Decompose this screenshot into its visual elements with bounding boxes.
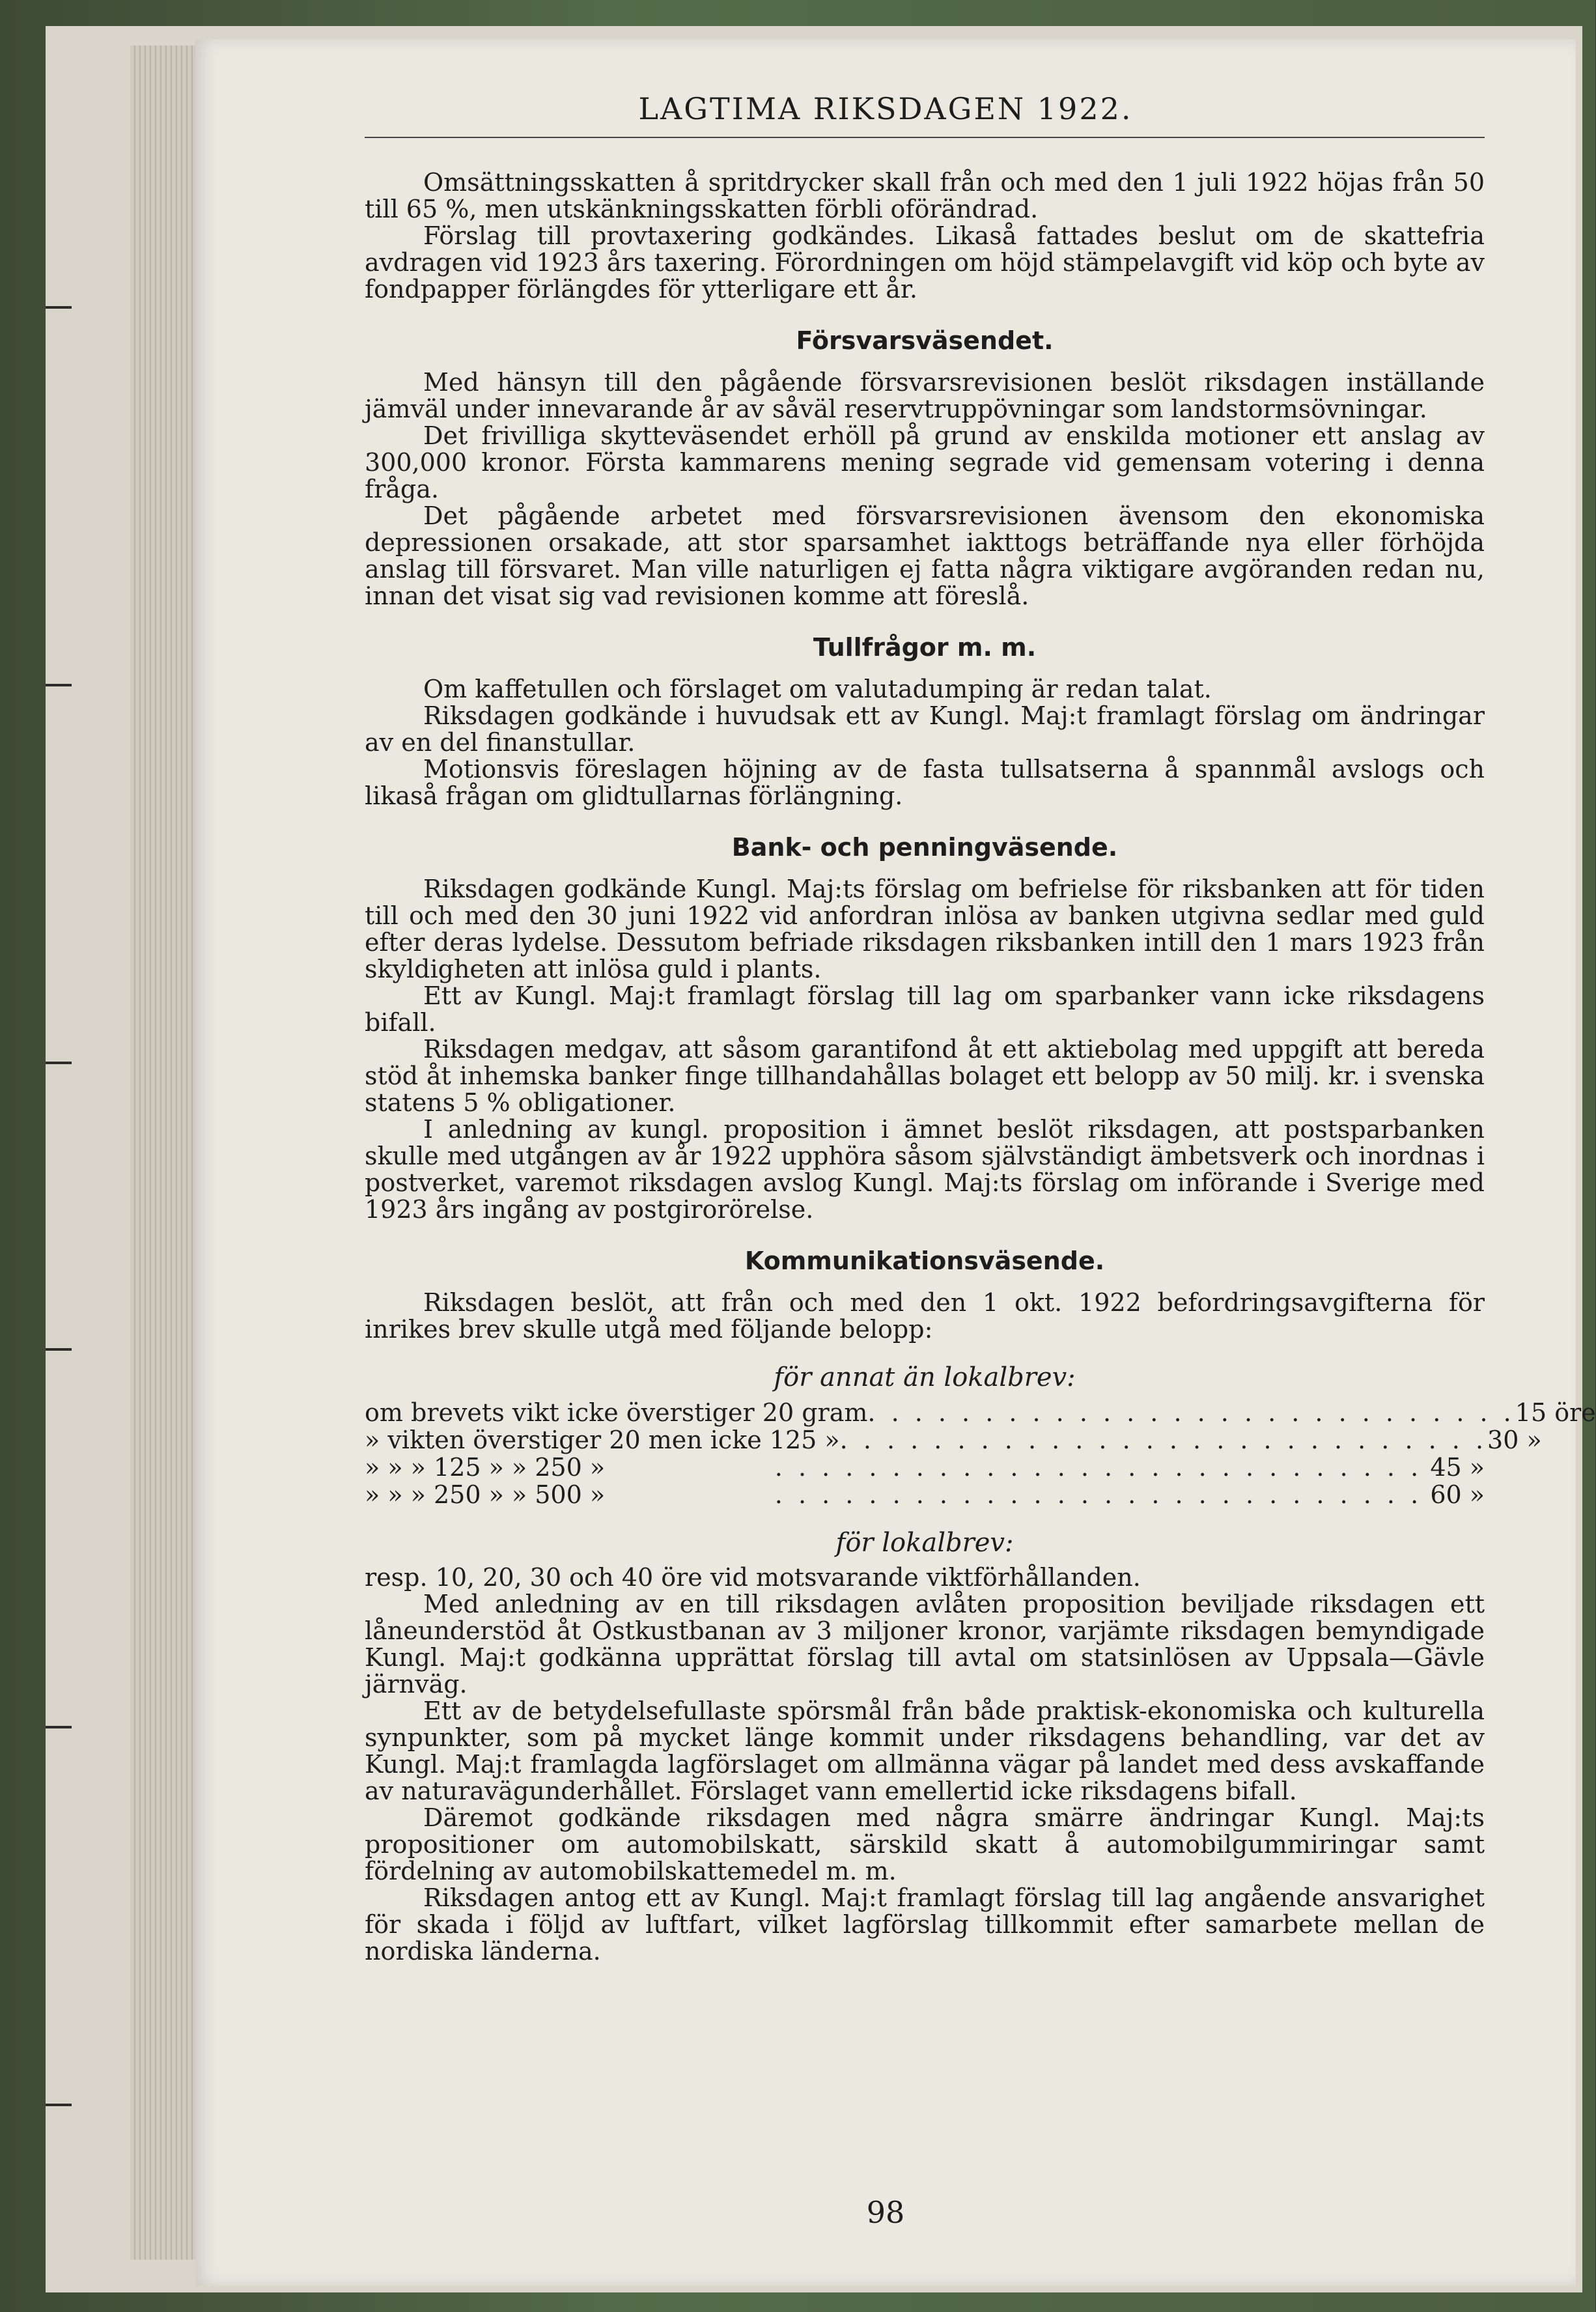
paragraph: Riksdagen medgav, att såsom garantifond åt ett aktiebolag med uppgift att bereda stöd åt inhemska banker finge tillhandahållas bolaget ett belopp av 50 milj. kr. i svenska statens 5 % obligationer.: [365, 1035, 1485, 1117]
rate-price: 30 »: [1487, 1426, 1542, 1454]
section-heading-forsvar: Försvarsväsendet.: [796, 326, 1054, 355]
ruler-tick: [46, 2104, 72, 2106]
paragraph: Det frivilliga skytteväsendet erhöll på grund av enskilda motioner ett anslag av 300,000 kronor. Första kammarens mening segrade vid gemensam votering i denna fråga.: [365, 421, 1485, 503]
rate-row: [365, 1454, 1485, 1481]
paragraph: Ett av Kungl. Maj:t framlagt förslag till lag om sparbanker vann icke riksdagens bifall.: [365, 981, 1485, 1037]
paragraph: Motionsvis föreslagen höjning av de fasta tullsatserna å spannmål avslogs och likaså frågan om glidtullarnas förlängning.: [365, 755, 1485, 810]
rates-subheading: för annat än lokalbrev:: [774, 1362, 1076, 1392]
paragraph: Med anledning av en till riksdagen avlåten proposition beviljade riksdagen ett låneunderstöd åt Ostkustbanan av 3 miljoner kronor, varjämte riksdagen bemyndigade Kungl. Maj:t godkänna upprättat förslag till avtal om statsinlösen av Uppsala—Gävle järnväg.: [365, 1590, 1485, 1699]
rate-row: [365, 1481, 1485, 1508]
rate-condition: om brevets vikt icke överstiger 20 gram: [365, 1398, 868, 1427]
ruler-tick: [46, 1062, 72, 1064]
ruler-tick: [46, 1726, 72, 1728]
ruler-tick: [46, 1348, 72, 1351]
paragraph: Förslag till provtaxering godkändes. Likaså fattades beslut om de skattefria avdragen vid 1923 års taxering. Förordningen om höjd stämpelavgift vid köp och byte av fondpapper förlängdes för ytterligare ett år.: [365, 221, 1485, 303]
ruler-tick: [46, 684, 72, 686]
paragraph: Riksdagen antog ett av Kungl. Maj:t framlagt förslag till lag angående ansvarighet för skada i följd av luftfart, vilket lagförslag tillkommit efter samarbete mellan de nordiska länderna.: [365, 1883, 1485, 1966]
header-rule: [365, 137, 1485, 138]
paragraph: Riksdagen beslöt, att från och med den 1 okt. 1922 befordringsavgifterna för inrikes brev skulle utgå med följande belopp:: [365, 1288, 1485, 1344]
rates-table: [365, 1398, 1596, 1509]
rate-price: 15 öre: [1515, 1398, 1596, 1427]
paragraph: I anledning av kungl. proposition i ämnet beslöt riksdagen, att postsparbanken skulle med utgången av år 1922 upphöra såsom självständigt ämbetsverk och inordnas i postverket, varemot riksdagen avslog Kungl. Maj:ts förslag om införande i Sverige med 1923 års ingång av postgirorörelse.: [365, 1115, 1485, 1224]
ruler-tick: [46, 306, 72, 309]
section-heading-bank: Bank- och penningväsende.: [731, 833, 1118, 862]
paragraph: Det pågående arbetet med försvarsrevisionen ävensom den ekonomiska depressionen orsakade, att stor sparsamhet iakttogs beträffande nya eller förhöjda anslag till försvaret. Man ville naturligen ej fatta några viktigare avgöranden redan nu, innan det visat sig vad revisionen komme att föreslå.: [365, 501, 1485, 610]
book-page: [195, 39, 1596, 2286]
rate-leader: . . . . . . . . . . . . . . . . . . . . . . . . . . . .: [867, 1398, 1515, 1427]
left-ruler: [0, 0, 130, 2312]
rate-row: [365, 1426, 1542, 1454]
rate-price: 45 »: [1430, 1453, 1485, 1482]
rate-leader: . . . . . . . . . . . . . . . . . . . . . . . . . . . .: [839, 1426, 1488, 1454]
paragraph: Däremot godkände riksdagen med några smärre ändringar Kungl. Maj:ts propositioner om automobilskatt, särskild skatt å automobilgummiringar samt fördelning av automobilskattemedel m. m.: [365, 1803, 1485, 1885]
rate-leader: . . . . . . . . . . . . . . . . . . . . . . . . . . . .: [774, 1453, 1423, 1482]
rate-leader: . . . . . . . . . . . . . . . . . . . . . . . . . . . .: [774, 1480, 1423, 1509]
page-number: 98: [866, 2195, 905, 2230]
paragraph: Med hänsyn till den pågående försvarsrevisionen beslöt riksdagen inställande jämväl under innevarande år av såväl reservtruppövningar som landstormsövningar.: [365, 368, 1485, 423]
rate-condition: » » » 250 » » 500 »: [365, 1480, 606, 1509]
section-heading-tull: Tullfrågor m. m.: [813, 633, 1037, 662]
paragraph: Ett av de betydelsefullaste spörsmål från både praktisk-ekonomiska och kulturella synpunkter, som på mycket länge kommit under riksdagens behandling, var det av Kungl. Maj:t framlagda lagförslaget om allmänna vägar på landet med dess avskaffande av naturavägunderhållet. Förslaget vann emellertid icke riksdagens bifall.: [365, 1697, 1485, 1805]
paragraph: Om kaffetullen och förslaget om valutadumping är redan talat.: [423, 675, 1212, 703]
rate-row: [365, 1398, 1596, 1427]
paragraph: Riksdagen godkände Kungl. Maj:ts förslag om befrielse för riksbanken att för tiden till och med den 30 juni 1922 vid anfordran inlösa av banken utgivna sedlar med guld efter deras lydelse. Dessutom befriade riksdagen riksbanken intill den 1 mars 1923 från skyldigheten att inlösa guld i plants.: [365, 875, 1485, 983]
rate-condition: » vikten överstiger 20 men icke 125 »: [365, 1426, 840, 1454]
running-header: LAGTIMA RIKSDAGEN 1922.: [638, 91, 1133, 126]
section-heading-kommunikation: Kommunikationsväsende.: [744, 1247, 1105, 1275]
paragraph: Riksdagen godkände i huvudsak ett av Kungl. Maj:t framlagt förslag om ändringar av en del finanstullar.: [365, 701, 1485, 757]
paragraph: resp. 10, 20, 30 och 40 öre vid motsvarande viktförhållanden.: [365, 1563, 1141, 1592]
paragraph: Omsättningsskatten å spritdrycker skall från och med den 1 juli 1922 höjas från 50 till 65 %, men utskänkningsskatten förbli oförändrad.: [365, 168, 1485, 223]
rate-price: 60 »: [1430, 1480, 1485, 1509]
rate-condition: » » » 125 » » 250 »: [365, 1453, 606, 1482]
lokal-subheading: för lokalbrev:: [835, 1528, 1014, 1558]
page-content: [365, 168, 1596, 1966]
